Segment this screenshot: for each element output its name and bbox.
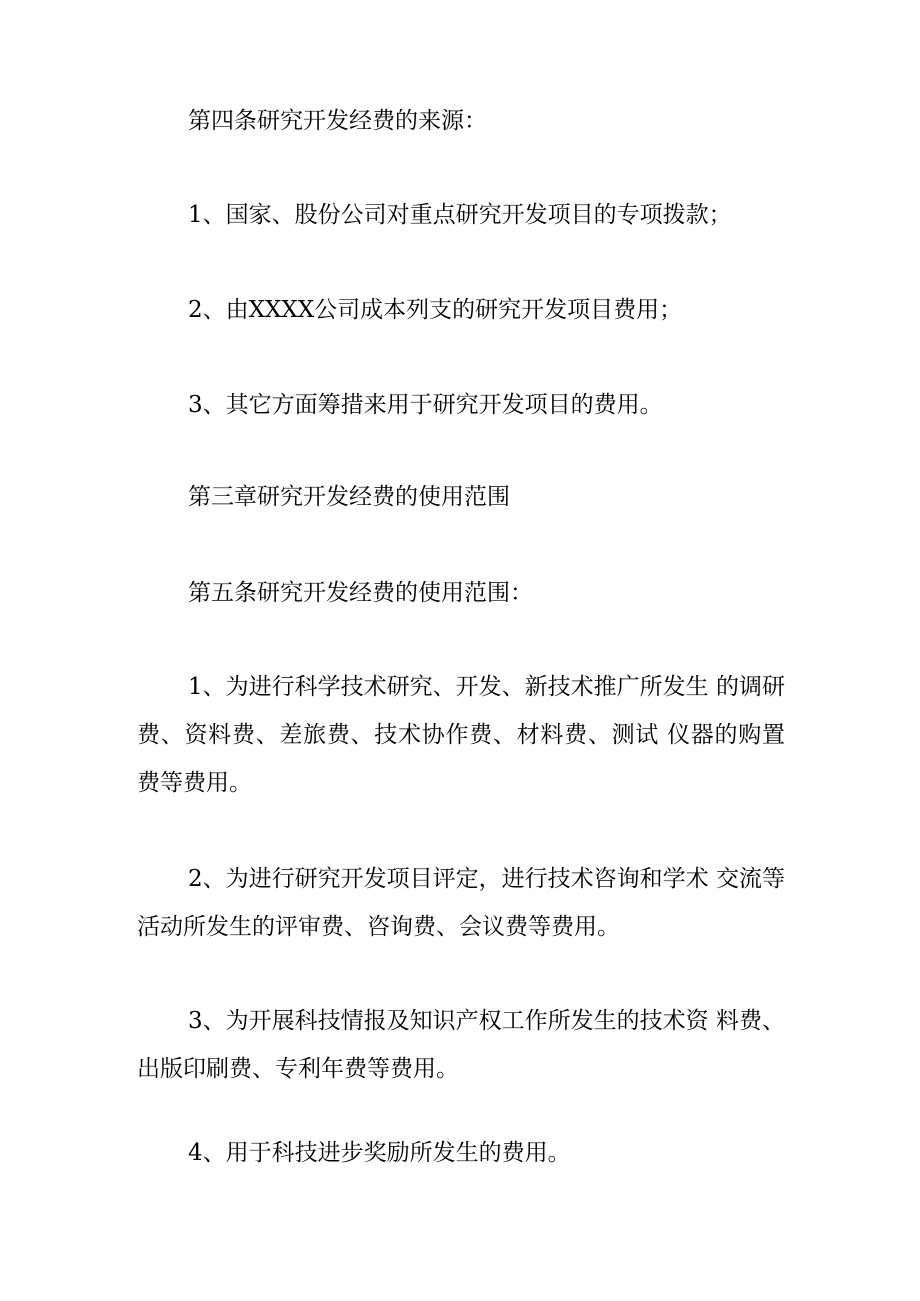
article-5-heading: 第五条研究开发经费的使用范围：	[188, 580, 533, 606]
list-item: 3、为开展科技情报及知识产权工作所发生的技术资 料费、出版印刷费、专利年费等费用。	[137, 1008, 785, 1082]
article-4-heading: 第四条研究开发经费的来源：	[188, 108, 487, 134]
list-item: 3、其它方面筹措来用于研究开发项目的费用。	[188, 392, 663, 418]
list-item: 1、为进行科学技术研究、开发、新技术推广所发生 的调研费、资料费、差旅费、技术协作费、材料费、测试 仪器的购置费等费用。	[137, 674, 785, 796]
list-item: 1、国家、股份公司对重点研究开发项目的专项拨款；	[188, 202, 732, 228]
list-item: 4、用于科技进步奖励所发生的费用。	[188, 1140, 571, 1166]
list-item: 2、为进行研究开发项目评定，进行技术咨询和学术 交流等活动所发生的评审费、咨询费、会议费等费用。	[137, 866, 785, 940]
list-item: 2、由XXXX公司成本列支的研究开发项目费用；	[188, 297, 683, 323]
chapter-3-heading: 第三章研究开发经费的使用范围	[188, 484, 510, 510]
